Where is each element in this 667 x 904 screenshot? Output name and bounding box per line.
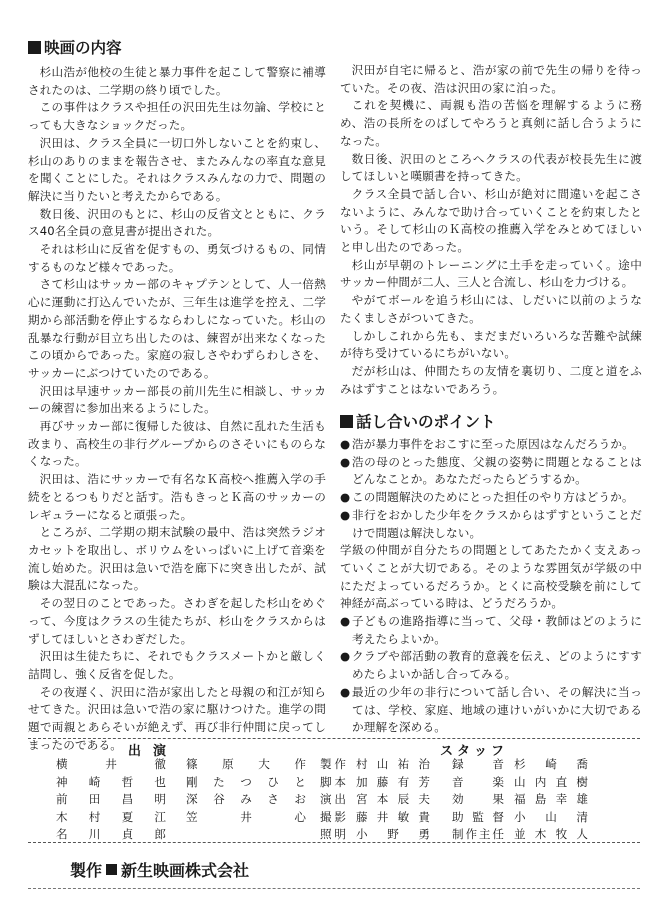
staff-list [320, 756, 588, 844]
cast-name: 横井徹 [56, 757, 166, 771]
staff-name: 並木牧人 [514, 827, 588, 841]
cast-name: 名川貞郎 [56, 827, 166, 841]
staff-row [320, 809, 588, 827]
story-paragraph: その夜遅く、沢田に浩が家出したと母親の和江が知らせてきた。沢田は急いで浩の家に駆けつけた。進学の問題で両親とあらそいが絶えず、再び非行仲間に戻ってしまったのである。 [28, 684, 326, 752]
story-paragraph: さて杉山はサッカー部のキャプテンとして、人一倍熱心に運動に打込んでいたが、三年生は進学を控え、二学期から部活動を停止するならわしになっていた。杉山の乱暴な行動が目立ち出したのは、練習が出来なくなったこの頃からであった。家庭の寂しさやわずらわしさを、サッカーにぶつけていたのである。 [28, 277, 326, 380]
staff-name: 福島幸雄 [514, 792, 588, 806]
story-paragraph: 沢田が自宅に帰ると、浩が家の前で先生の帰りを待っていた。その夜、浩は沢田の家に泊った。 [340, 63, 642, 95]
story-paragraph: 杉山浩が他校の生徒と暴力事件を起こして警察に補導されたのは、二学期の終り頃でした。 [28, 65, 326, 97]
story-paragraph: 数日後、沢田のもとに、杉山の反省文とともに、クラス40名全員の意見書が提出された。 [28, 206, 326, 239]
story-paragraph: 沢田は、浩にサッカーで有名なＫ高校へ推薦入学の手続をとるつもりだと話す。浩もきっとＫ高のサッカーのレギュラーになると頑張った。 [28, 472, 326, 522]
staff-role: 録音 [452, 757, 504, 771]
staff-role: 製作 [320, 757, 346, 771]
cast-name: 剛たつひと [186, 774, 306, 789]
cast-title: 出演 [128, 744, 179, 759]
cast-row [56, 826, 306, 844]
staff-name: 小山清 [514, 809, 588, 824]
discussion-heading: 話し合いのポイント [340, 412, 642, 432]
story-paragraph: 再びサッカー部に復帰した彼は、自然に乱れた生活も改まり、高校生の非行グループからのさそいにものらなくなった。 [28, 419, 326, 469]
staff-role: 音楽 [452, 774, 504, 789]
discussion-point [340, 542, 642, 613]
story-paragraph: 数日後、沢田のところへクラスの代表が校長先生に渡してほしいと嘆願書を持ってきた。 [340, 151, 642, 184]
staff-role: 効果 [452, 792, 504, 806]
discussion-point-text: 学級の仲間が自分たちの問題としてあたたかく支えあっていくことが大切である。そのような雰囲気が学級の中にただよっているだろうか。とくに高校受験を前にして神経が高ぶっている時は、どうだろうか。 [340, 543, 642, 611]
discussion-point-text: この問題解決のためにとった担任のやり方はどうか。 [352, 490, 634, 505]
bullet-dot-icon: ● [340, 684, 351, 699]
story-paragraph: しかしこれから先も、まだまだいろいろな苦難や試練が待ち受けているにちがいない。 [340, 328, 642, 361]
bullet-dot-icon: ● [340, 614, 351, 629]
staff-row [320, 774, 588, 792]
discussion-point [340, 436, 642, 454]
story-text-right [340, 62, 642, 398]
story-heading: 映画の内容 [28, 38, 326, 58]
discussion-point-text: 浩が暴力事件をおこすに至った原因はなんだろうか。 [352, 437, 634, 451]
credits-bottom-rule [28, 842, 640, 843]
staff-name: 宮本辰夫 [356, 792, 430, 806]
bullet-dot-icon: ● [340, 454, 351, 469]
staff-name: 村山祐治 [356, 757, 430, 771]
cast-row [56, 809, 306, 827]
cast-row [56, 756, 306, 774]
staff-name: 加藤有芳 [356, 774, 430, 789]
story-paragraph: やがてボールを追う杉山には、しだいに以前のようなたくましさがついてきた。 [340, 293, 642, 325]
square-bullet-icon [28, 41, 41, 54]
staff-name: 山内直樹 [514, 774, 588, 789]
cast-name: 篠原大作 [186, 757, 306, 771]
cast-row [56, 791, 306, 809]
staff-name: 小野勇 [356, 827, 430, 841]
staff-name: 藤井敏貴 [356, 809, 430, 824]
staff-row [320, 826, 588, 844]
production-credit: 製作 新生映画株式会社 [70, 861, 250, 880]
staff-role: 撮影 [320, 809, 346, 824]
staff-role: 演出 [320, 792, 346, 806]
cast-name: 神崎哲也 [56, 774, 166, 789]
discussion-point [340, 613, 642, 648]
discussion-point [340, 684, 642, 737]
staff-row [320, 756, 588, 774]
discussion-section [340, 412, 642, 737]
discussion-point-text: クラブや部活動の教育的意義を伝え、どのようにすすめたらよいか話し合ってみる。 [352, 649, 642, 682]
square-bullet-icon [340, 415, 353, 428]
cast-name: 木村夏江 [56, 809, 166, 824]
story-paragraph: 沢田は早速サッカー部長の前川先生に相談し、サッカーの練習に参加出来るようにした。 [28, 383, 326, 416]
cast-name: 深谷みさお [186, 792, 306, 806]
square-bullet-icon [106, 864, 117, 875]
staff-name: 杉崎喬 [514, 757, 588, 771]
discussion-list [340, 436, 642, 737]
story-paragraph: 沢田は生徒たちに、それでもクラスメートかと厳しく詰問し、強く反省を促した。 [28, 649, 326, 681]
staff-role: 照明 [320, 827, 346, 841]
cast-row [56, 774, 306, 792]
staff-row [320, 791, 588, 809]
staff-role: 脚本 [320, 774, 346, 789]
bullet-dot-icon: ● [340, 507, 351, 522]
story-paragraph: 沢田は、クラス全員に一切口外しないことを約束し、杉山のありのままを報告させ、またみんなの率直な意見を聞くことにした。それはクラスみんなの力で、問題の解決に当りたいと考えたからである。 [28, 135, 326, 203]
bullet-dot-icon: ● [340, 490, 351, 505]
discussion-point [340, 454, 642, 489]
story-paragraph: それは杉山に反省を促すもの、勇気づけるもの、同情するものなど様々であった。 [28, 242, 326, 274]
credits-top-rule [28, 738, 640, 739]
discussion-point-text: 非行をおかした少年をクラスからはずすということだけで問題は解決しない。 [352, 507, 642, 540]
story-paragraph: これを契機に、両親も浩の苦悩を理解するように務め、浩の長所をのばしてやろうと真剣に話し合うようになった。 [340, 98, 642, 148]
story-paragraph: ところが、二学期の期末試験の最中、浩は突然ラジオカセットを取出し、ボリウムをいっぱいに上げて音楽を流し始めた。沢田は急いで浩を廊下に突き出したが、試験は大混乱になった。 [28, 525, 326, 593]
staff-role: 制作主任 [452, 827, 504, 841]
cast-name: 前田昌明 [56, 792, 166, 806]
story-section [28, 38, 326, 62]
discussion-point [340, 648, 642, 683]
bullet-dot-icon: ● [340, 649, 351, 664]
discussion-point [340, 507, 642, 542]
story-paragraph: この事件はクラスや担任の沢田先生は勿論、学校にとっても大きなショックだった。 [28, 100, 326, 133]
staff-title: スタッフ [440, 744, 509, 759]
cast-name: 笠井心 [186, 809, 306, 824]
discussion-point [340, 489, 642, 507]
story-paragraph: クラス全員で話し合い、杉山が絶対に間違いを起こさないように、みんなで助け合っていくことを約束したという。そして杉山のＫ高校の推薦入学をみとめてほしいと申し出たのであった。 [340, 186, 642, 255]
staff-role: 助監督 [452, 809, 504, 824]
cast-list [56, 756, 306, 844]
discussion-point-text: 浩の母のとった態度、父親の姿勢に問題となることはどんなことか。あなただったらどうするか。 [352, 454, 642, 487]
story-paragraph: その翌日のことであった。さわぎを起した杉山をめぐって、今度はクラスの生徒たちが、杉山をクラスからはずしてほしいとさわぎだした。 [28, 596, 326, 646]
bullet-dot-icon: ● [340, 437, 351, 451]
story-paragraph: だが杉山は、仲間たちの友情を裏切り、二度と道をふみはずすことはないであろう。 [340, 363, 642, 396]
story-text-left [28, 64, 326, 754]
discussion-point-text: 最近の少年の非行について話し合い、その解決に当っては、学校、家庭、地域の連けいがいかに大切であるか理解を深める。 [352, 684, 642, 735]
discussion-point-text: 子どもの進路指導に当って、父母・教師はどのように考えたらよいか。 [352, 614, 642, 646]
story-paragraph: 杉山が早朝のトレーニングに土手を走っていく。途中サッカー仲間が二人、三人と合流し、杉山を力づける。 [340, 257, 642, 290]
footer-rule [28, 888, 640, 889]
